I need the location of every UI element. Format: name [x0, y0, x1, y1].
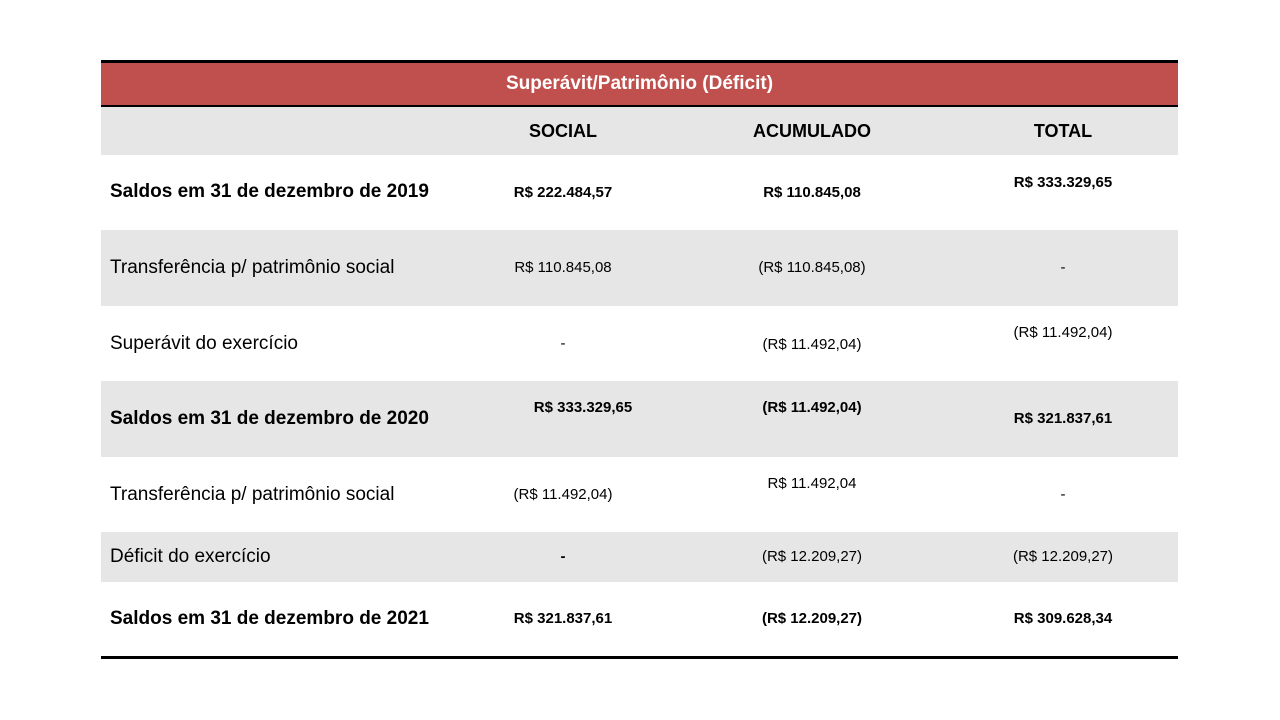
cell-total: R$ 321.837,61 [1013, 410, 1113, 427]
cell-total: (R$ 12.209,27) [1012, 548, 1114, 565]
cell-social: R$ 321.837,61 [513, 610, 613, 627]
cell-total: (R$ 11.492,04) [1013, 324, 1113, 341]
row-label: Saldos em 31 de dezembro de 2019 [110, 181, 429, 202]
bottom-rule [101, 656, 1178, 659]
cell-total: - [1060, 486, 1066, 503]
cell-total: R$ 309.628,34 [1013, 610, 1113, 627]
row-label: Saldos em 31 de dezembro de 2020 [110, 408, 429, 429]
cell-acumulado: (R$ 12.209,27) [761, 610, 863, 627]
cell-social: - [560, 548, 566, 565]
column-header-row [101, 107, 1178, 155]
row-label: Saldos em 31 de dezembro de 2021 [110, 608, 429, 629]
cell-acumulado: (R$ 11.492,04) [762, 336, 862, 353]
cell-social: R$ 333.329,65 [533, 399, 633, 416]
column-header-social: SOCIAL [528, 121, 598, 141]
table-title-text: Superávit/Patrimônio (Déficit) [505, 73, 774, 94]
row-label: Déficit do exercício [110, 546, 271, 567]
cell-total: - [1060, 259, 1066, 276]
table-row-deficit [101, 532, 1178, 582]
table-row-transferencia-1 [101, 230, 1178, 306]
table-title [101, 63, 1178, 105]
table-row-saldos-2019 [101, 155, 1178, 230]
cell-social: R$ 222.484,57 [513, 184, 613, 201]
table-row-superavit [101, 306, 1178, 381]
cell-acumulado: (R$ 12.209,27) [761, 548, 863, 565]
row-label: Transferência p/ patrimônio social [110, 257, 395, 278]
cell-total: R$ 333.329,65 [1013, 174, 1113, 191]
cell-social: (R$ 11.492,04) [513, 486, 613, 503]
cell-social: R$ 110.845,08 [514, 259, 612, 276]
row-label: Transferência p/ patrimônio social [110, 484, 395, 505]
column-header-acumulado: ACUMULADO [753, 121, 871, 141]
cell-acumulado: R$ 110.845,08 [763, 184, 861, 201]
column-header-total: TOTAL [1033, 121, 1093, 141]
cell-social: - [560, 335, 566, 352]
table-row-saldos-2021 [101, 582, 1178, 656]
cell-acumulado: (R$ 11.492,04) [762, 399, 862, 416]
row-label: Superávit do exercício [110, 333, 298, 354]
cell-acumulado: (R$ 110.845,08) [758, 259, 866, 276]
cell-acumulado: R$ 11.492,04 [767, 475, 857, 492]
equity-statement-table [101, 60, 1178, 659]
table-row-transferencia-2 [101, 457, 1178, 532]
table-row-saldos-2020 [101, 381, 1178, 457]
